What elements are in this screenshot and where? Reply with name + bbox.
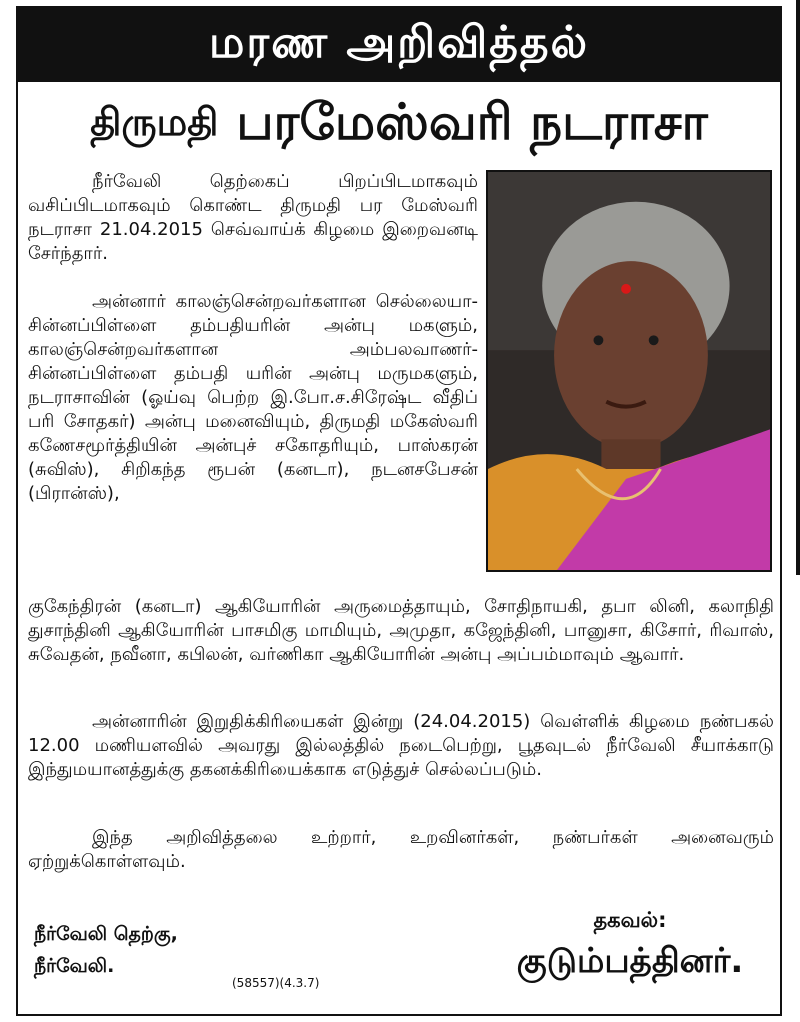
portrait-photo — [486, 170, 772, 572]
address-line-2: நீர்வேலி. — [34, 955, 115, 977]
paragraph-relations-part1: அன்னார் காலஞ்சென்றவர்களான செல்லையா-சின்னப்பிள்ளை தம்பதியரின் அன்பு மகளும், காலஞ்சென்றவர்களான அம்பலவாணர்- சின்னப்பிள்ளை தம்பதி யரின் அன்பு மருமகளும், நடராசாவின் (ஓய்வு பெற்ற இ.போ.ச.சிரேஷ்ட வீதிப் பரி சோதகர்) அன்பு மனைவியும், திருமதி மகேஸ்வரி கணேசமூர்த்தியின் அன்புச் சகோதரியும், பாஸ்கரன் (சுவிஸ்), சிறிகந்த ரூபன் (கனடா), நடனசபேசன் (பிரான்ஸ்), — [28, 291, 478, 504]
family-signature: குடும்பத்தினர். — [516, 941, 744, 981]
paragraph-death: நீர்வேலி தெற்கைப் பிறப்பிடமாகவும் வசிப்பிடமாகவும் கொண்ட திருமதி பர மேஸ்வரி நடராசா 21.04.2015 செவ்வாய்க் கிழமை இறைவனடி சேர்ந்தார். — [28, 171, 478, 264]
contact-block — [500, 908, 760, 985]
paragraph-request: இந்த அறிவித்தலை உற்றார், உறவினர்கள், நண்பர்கள் அனைவரும் ஏற்றுக்கொள்ளவும். — [28, 827, 774, 872]
column-rule — [796, 0, 800, 575]
paragraph-relations-part2: குகேந்திரன் (கனடா) ஆகியோரின் அருமைத்தாயும், சோதிநாயகி, தபா லினி, கலாநிதி துசாந்தினி ஆகியோரின் பாசமிகு மாமியும், அமுதா, கஜேந்தினி, பானுசா, கிசோர், ரிவாஸ், சுவேதன், நவீனா, கபிலன், வர்ணிகா ஆகியோரின் அன்பு அப்பம்மாவும் ஆவார். — [28, 596, 774, 665]
info-label: தகவல்: — [593, 908, 667, 932]
reference-code: (58557)(4.3.7) — [232, 976, 320, 990]
notice-title: மரண அறிவித்தல் — [18, 8, 780, 82]
paragraph-funeral: அன்னாரின் இறுதிக்கிரியைகள் இன்று (24.04.2015) வெள்ளிக் கிழமை நண்பகல் 12.00 மணியளவில் அவரது இல்லத்தில் நடைபெற்று, பூதவுடல் நீர்வேலி சீயாக்காடு இந்துமயானத்துக்கு தகனக்கிரியைக்காக எடுத்துச் செல்லப்படும். — [28, 711, 774, 780]
honorific: திருமதி — [90, 100, 219, 144]
deceased-name-heading — [18, 88, 780, 162]
deceased-name: பரமேஸ்வரி நடராசா — [236, 92, 708, 151]
address-line-1: நீர்வேலி தெற்கு, — [34, 923, 178, 945]
address-block — [34, 918, 178, 982]
